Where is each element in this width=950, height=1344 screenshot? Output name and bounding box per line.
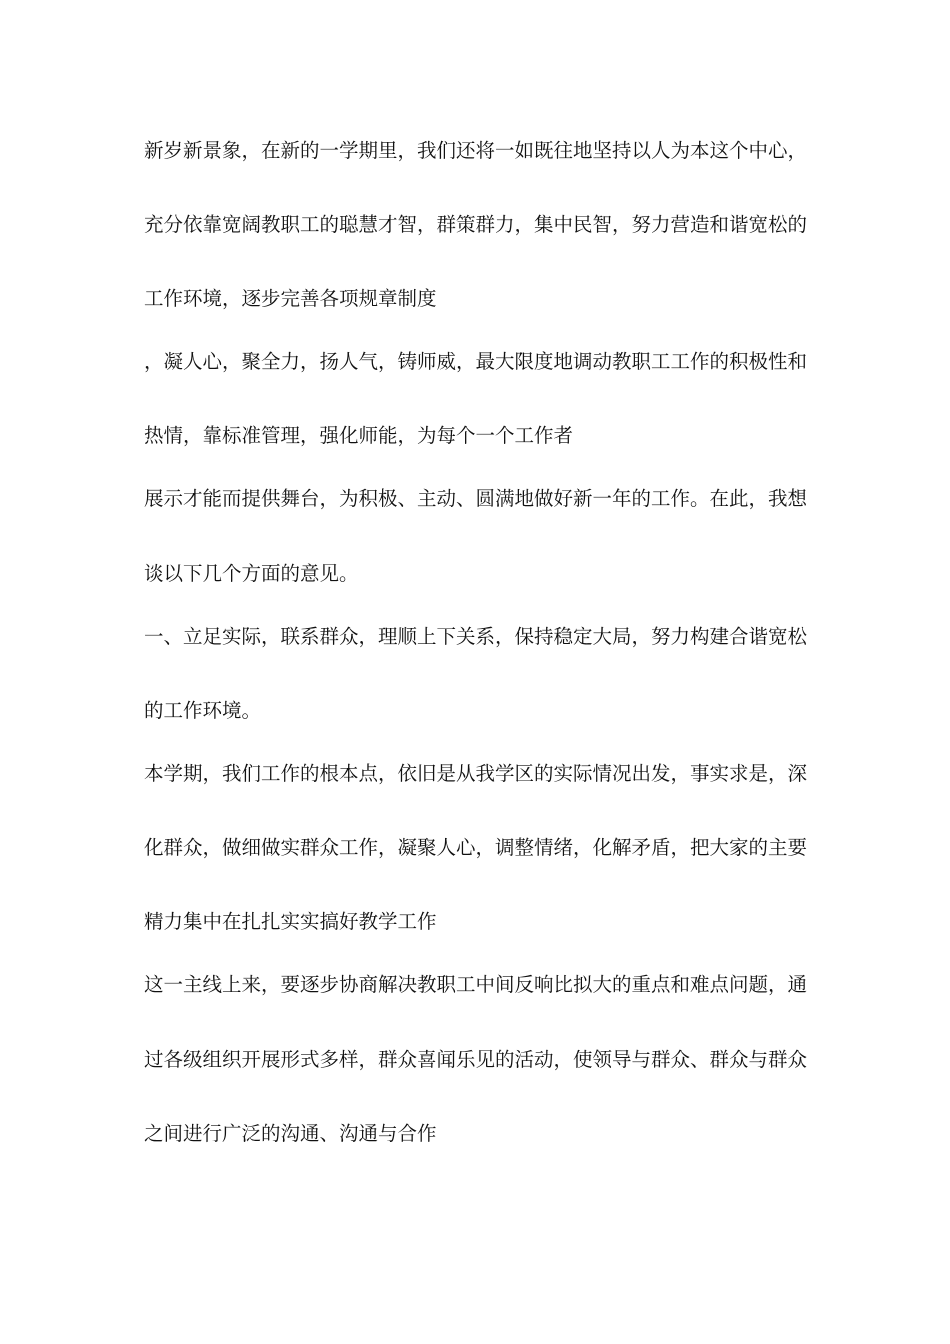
text-line: 过各级组织开展形式多样，群众喜闻乐见的活动，使领导与群众、群众与群众 <box>144 1048 808 1071</box>
text-line: 一、立足实际，联系群众，理顺上下关系，保持稳定大局，努力构建合谐宽松 <box>144 625 808 648</box>
text-line: 热情，靠标准管理，强化师能，为每个一个工作者 <box>144 424 574 447</box>
text-line: 的工作环境。 <box>144 699 262 722</box>
text-line: 谈以下几个方面的意见。 <box>144 562 359 585</box>
text-line: 精力集中在扎扎实实搞好教学工作 <box>144 910 437 933</box>
text-line: 化群众，做细做实群众工作，凝聚人心，调整情绪，化解矛盾，把大家的主要 <box>144 836 808 859</box>
text-line: 这一主线上来，要逐步协商解决教职工中间反响比拟大的重点和难点问题，通 <box>144 973 808 996</box>
text-line: 之间进行广泛的沟通、沟通与合作 <box>144 1122 437 1145</box>
text-line: 展示才能而提供舞台，为积极、主动、圆满地做好新一年的工作。在此，我想 <box>144 487 808 510</box>
text-line: ，凝人心，聚全力，扬人气，铸师威，最大限度地调动教职工工作的积极性和 <box>144 350 808 373</box>
text-line: 工作环境，逐步完善各项规章制度 <box>144 287 437 310</box>
text-line: 充分依靠宽阔教职工的聪慧才智，群策群力，集中民智，努力营造和谐宽松的 <box>144 213 808 236</box>
text-line: 新岁新景象，在新的一学期里，我们还将一如既往地坚持以人为本这个中心， <box>144 139 808 162</box>
text-line: 本学期，我们工作的根本点，依旧是从我学区的实际情况出发，事实求是，深 <box>144 762 808 785</box>
